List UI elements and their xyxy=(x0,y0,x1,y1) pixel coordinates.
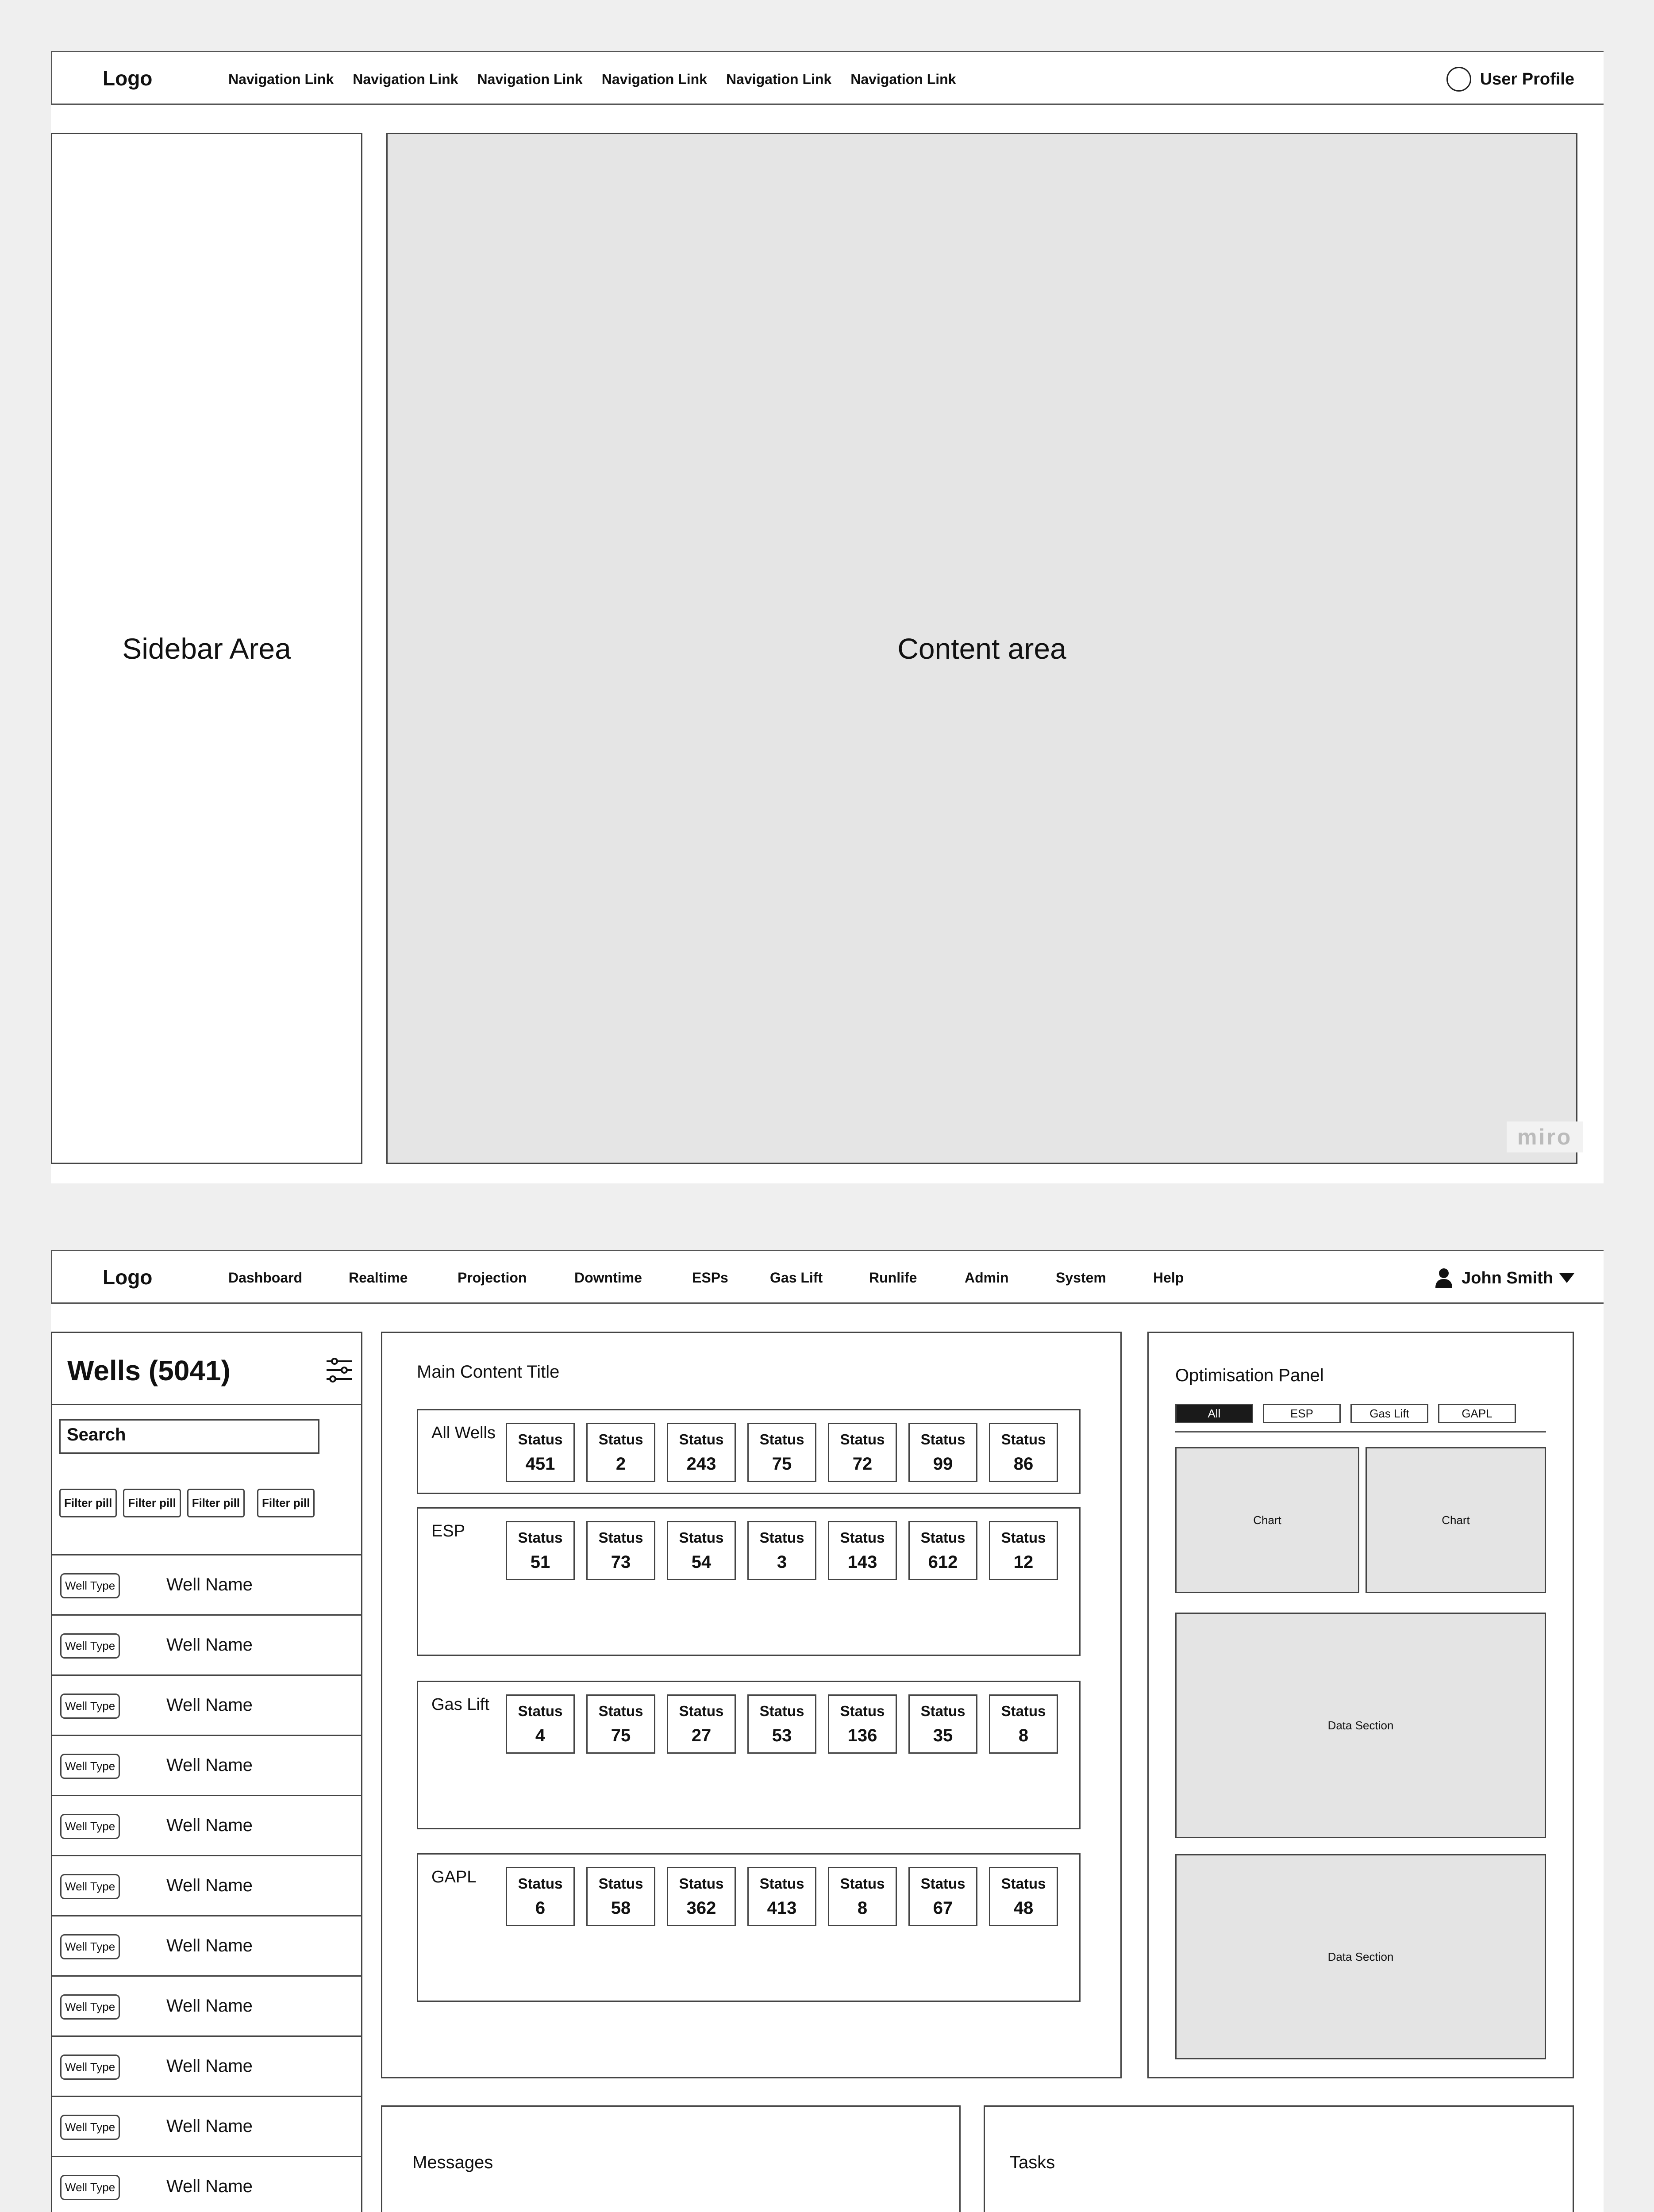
status-value: 6 xyxy=(535,1898,546,1918)
status-label: Status xyxy=(920,1529,965,1546)
caret-down-icon xyxy=(1559,1273,1574,1283)
status-value: 99 xyxy=(933,1454,953,1474)
wells-list xyxy=(52,1554,361,2212)
status-value: 48 xyxy=(1013,1898,1034,1918)
nav-link[interactable]: Navigation Link xyxy=(850,71,956,87)
tasks-title: Tasks xyxy=(1010,2153,1055,2172)
wells-count-title: Wells (5041) xyxy=(67,1355,231,1386)
status-value: 54 xyxy=(691,1552,712,1572)
status-card[interactable] xyxy=(667,1694,736,1754)
list-item[interactable] xyxy=(52,2035,361,2096)
status-label: Status xyxy=(598,1529,643,1546)
status-card[interactable] xyxy=(828,1867,897,1926)
filter-pill[interactable]: Filter pill xyxy=(187,1489,245,1517)
status-value: 8 xyxy=(1018,1726,1029,1745)
chart-placeholder[interactable] xyxy=(1175,1447,1359,1593)
well-type-badge: Well Type xyxy=(60,1874,120,1899)
status-card[interactable] xyxy=(506,1867,575,1926)
list-item[interactable] xyxy=(52,1554,361,1614)
status-value: 12 xyxy=(1013,1552,1034,1572)
nav-links xyxy=(228,52,975,106)
nav-link-gas-lift[interactable]: Gas Lift xyxy=(770,1270,823,1286)
messages-panel xyxy=(381,2105,961,2212)
status-label: Status xyxy=(840,1529,885,1546)
messages-title: Messages xyxy=(412,2153,493,2172)
status-label: Status xyxy=(840,1875,885,1892)
status-value: 8 xyxy=(857,1898,868,1918)
data-section xyxy=(1175,1854,1546,2059)
group-label: All Wells xyxy=(431,1424,496,1442)
status-value: 3 xyxy=(777,1552,787,1572)
status-label: Status xyxy=(759,1529,804,1546)
status-card[interactable] xyxy=(667,1867,736,1926)
status-label: Status xyxy=(1001,1703,1046,1719)
status-label: Status xyxy=(920,1875,965,1892)
status-card[interactable] xyxy=(586,1867,655,1926)
status-label: Status xyxy=(679,1703,724,1719)
status-label: Status xyxy=(840,1703,885,1719)
tab-gapl[interactable]: GAPL xyxy=(1438,1404,1516,1423)
chart-placeholder[interactable] xyxy=(1366,1447,1546,1593)
wells-sidebar xyxy=(51,1332,362,2212)
status-value: 243 xyxy=(686,1454,716,1474)
well-name: Well Name xyxy=(166,1575,253,1594)
status-value: 362 xyxy=(686,1898,716,1918)
list-item[interactable] xyxy=(52,1975,361,2035)
nav-link-help[interactable]: Help xyxy=(1153,1270,1184,1286)
status-value: 72 xyxy=(852,1454,873,1474)
nav-link-runlife[interactable]: Runlife xyxy=(869,1270,917,1286)
tabs-divider xyxy=(1175,1431,1546,1432)
user-profile[interactable] xyxy=(1446,52,1574,106)
user-icon xyxy=(1435,1268,1453,1288)
status-card[interactable] xyxy=(989,1423,1058,1482)
user-menu[interactable] xyxy=(1435,1251,1574,1305)
nav-link-dashboard[interactable]: Dashboard xyxy=(228,1270,303,1286)
status-card[interactable] xyxy=(828,1423,897,1482)
well-name: Well Name xyxy=(166,2056,253,2076)
status-group-gapl xyxy=(417,1853,1081,2002)
status-label: Status xyxy=(1001,1875,1046,1892)
user-name: John Smith xyxy=(1462,1268,1553,1287)
status-group-gas-lift xyxy=(417,1681,1081,1829)
well-type-badge: Well Type xyxy=(60,2055,120,2080)
sidebar-area-label: Sidebar Area xyxy=(122,632,291,665)
status-label: Status xyxy=(1001,1529,1046,1546)
well-type-badge: Well Type xyxy=(60,1994,120,2020)
status-card[interactable] xyxy=(747,1694,816,1754)
list-item[interactable] xyxy=(52,2096,361,2156)
status-value: 86 xyxy=(1013,1454,1034,1474)
status-card[interactable] xyxy=(828,1694,897,1754)
status-value: 58 xyxy=(611,1898,631,1918)
status-group-esp xyxy=(417,1507,1081,1656)
well-type-badge: Well Type xyxy=(60,2115,120,2140)
well-name: Well Name xyxy=(166,1695,253,1715)
status-label: Status xyxy=(920,1703,965,1719)
status-label: Status xyxy=(518,1875,563,1892)
top-navigation-bar xyxy=(51,51,1604,105)
nav-link[interactable]: Navigation Link xyxy=(726,71,832,87)
status-card[interactable] xyxy=(506,1423,575,1482)
well-name: Well Name xyxy=(166,1635,253,1655)
status-label: Status xyxy=(759,1431,804,1448)
tab-esp[interactable]: ESP xyxy=(1263,1404,1341,1423)
status-card[interactable] xyxy=(667,1423,736,1482)
list-item[interactable] xyxy=(52,1915,361,1975)
status-card[interactable] xyxy=(908,1694,977,1754)
status-label: Status xyxy=(759,1875,804,1892)
status-label: Status xyxy=(598,1431,643,1448)
well-type-badge: Well Type xyxy=(60,1694,120,1719)
nav-link-projection[interactable]: Projection xyxy=(458,1270,527,1286)
well-type-badge: Well Type xyxy=(60,1934,120,1959)
wireframe-layout-board xyxy=(51,51,1604,1183)
main-content-panel xyxy=(381,1332,1122,2078)
content-area-label: Content area xyxy=(897,632,1066,665)
well-name: Well Name xyxy=(166,2177,253,2196)
status-label: Status xyxy=(679,1431,724,1448)
filter-pills xyxy=(59,1489,321,1517)
status-card[interactable] xyxy=(989,1694,1058,1754)
status-label: Status xyxy=(840,1431,885,1448)
well-name: Well Name xyxy=(166,1816,253,1835)
status-value: 2 xyxy=(615,1454,626,1474)
nav-link-esps[interactable]: ESPs xyxy=(692,1270,728,1286)
well-name: Well Name xyxy=(166,1996,253,2016)
status-value: 73 xyxy=(611,1552,631,1572)
group-label: Gas Lift xyxy=(431,1695,489,1714)
status-value: 75 xyxy=(772,1454,792,1474)
well-name: Well Name xyxy=(166,1755,253,1775)
status-value: 67 xyxy=(933,1898,953,1918)
list-item[interactable] xyxy=(52,2156,361,2212)
status-label: Status xyxy=(920,1431,965,1448)
nav-link[interactable]: Navigation Link xyxy=(353,71,458,87)
status-card[interactable] xyxy=(747,1423,816,1482)
dashboard-board xyxy=(51,1250,1604,2212)
well-type-badge: Well Type xyxy=(60,1573,120,1598)
optimisation-panel-title: Optimisation Panel xyxy=(1175,1366,1324,1385)
status-card[interactable] xyxy=(908,1867,977,1926)
sidebar-area xyxy=(51,133,362,1164)
status-label: Status xyxy=(598,1875,643,1892)
list-item[interactable] xyxy=(52,1614,361,1674)
status-card[interactable] xyxy=(989,1521,1058,1580)
nav-link-realtime[interactable]: Realtime xyxy=(349,1270,408,1286)
status-card[interactable] xyxy=(586,1694,655,1754)
logo[interactable]: Logo xyxy=(103,67,153,90)
nav-link[interactable]: Navigation Link xyxy=(601,71,707,87)
status-value: 451 xyxy=(525,1454,555,1474)
status-card[interactable] xyxy=(586,1521,655,1580)
status-label: Status xyxy=(518,1529,563,1546)
status-label: Status xyxy=(1001,1431,1046,1448)
tab-all[interactable]: All xyxy=(1175,1404,1253,1423)
status-label: Status xyxy=(518,1431,563,1448)
status-card[interactable] xyxy=(506,1521,575,1580)
status-card[interactable] xyxy=(828,1521,897,1580)
data-section xyxy=(1175,1613,1546,1838)
well-type-badge: Well Type xyxy=(60,1814,120,1839)
list-item[interactable] xyxy=(52,1674,361,1735)
chart-label: Chart xyxy=(1442,1513,1470,1527)
well-name: Well Name xyxy=(166,1876,253,1895)
status-value: 143 xyxy=(847,1552,877,1572)
status-card[interactable] xyxy=(989,1867,1058,1926)
status-card[interactable] xyxy=(586,1423,655,1482)
well-name: Well Name xyxy=(166,1936,253,1955)
optimisation-tabs xyxy=(1175,1404,1526,1423)
data-section-label: Data Section xyxy=(1327,1718,1394,1732)
status-label: Status xyxy=(598,1703,643,1719)
nav-link-admin[interactable]: Admin xyxy=(965,1270,1009,1286)
search-input[interactable]: Search xyxy=(59,1419,319,1454)
status-group-all-wells xyxy=(417,1409,1081,1494)
status-value: 51 xyxy=(530,1552,550,1572)
well-type-badge: Well Type xyxy=(60,1754,120,1779)
status-card[interactable] xyxy=(908,1521,977,1580)
divider xyxy=(52,1404,361,1405)
status-label: Status xyxy=(679,1529,724,1546)
sliders-icon[interactable] xyxy=(326,1358,353,1382)
chart-label: Chart xyxy=(1253,1513,1281,1527)
logo[interactable]: Logo xyxy=(103,1266,153,1289)
list-item[interactable] xyxy=(52,1855,361,1915)
nav-link-downtime[interactable]: Downtime xyxy=(574,1270,642,1286)
filter-pill[interactable]: Filter pill xyxy=(59,1489,117,1517)
status-card[interactable] xyxy=(908,1423,977,1482)
data-section-label: Data Section xyxy=(1327,1950,1394,1963)
nav-link-system[interactable]: System xyxy=(1056,1270,1106,1286)
status-card[interactable] xyxy=(747,1867,816,1926)
filter-pill[interactable]: Filter pill xyxy=(257,1489,315,1517)
status-value: 612 xyxy=(928,1552,958,1572)
well-type-badge: Well Type xyxy=(60,2175,120,2200)
group-label: ESP xyxy=(431,1522,465,1540)
optimisation-panel xyxy=(1147,1332,1574,2078)
status-card[interactable] xyxy=(506,1694,575,1754)
list-item[interactable] xyxy=(52,1735,361,1795)
content-area xyxy=(386,133,1577,1164)
status-card[interactable] xyxy=(747,1521,816,1580)
status-value: 136 xyxy=(847,1726,877,1745)
miro-watermark: miro xyxy=(1507,1121,1583,1152)
tasks-panel xyxy=(984,2105,1574,2212)
main-content-title: Main Content Title xyxy=(417,1362,560,1382)
status-value: 413 xyxy=(767,1898,797,1918)
well-name: Well Name xyxy=(166,2116,253,2136)
status-label: Status xyxy=(679,1875,724,1892)
well-type-badge: Well Type xyxy=(60,1633,120,1659)
group-label: GAPL xyxy=(431,1868,477,1886)
filter-pill[interactable]: Filter pill xyxy=(123,1489,181,1517)
status-card[interactable] xyxy=(667,1521,736,1580)
nav-link[interactable]: Navigation Link xyxy=(477,71,583,87)
status-label: Status xyxy=(518,1703,563,1719)
status-value: 27 xyxy=(691,1726,712,1745)
status-value: 4 xyxy=(535,1726,546,1745)
status-value: 35 xyxy=(933,1726,953,1745)
list-item[interactable] xyxy=(52,1795,361,1855)
status-value: 75 xyxy=(611,1726,631,1745)
avatar-circle-icon xyxy=(1446,67,1471,92)
status-label: Status xyxy=(759,1703,804,1719)
nav-link[interactable]: Navigation Link xyxy=(228,71,334,87)
top-navigation-bar xyxy=(51,1250,1604,1304)
tab-gas-lift[interactable]: Gas Lift xyxy=(1350,1404,1428,1423)
user-profile-label: User Profile xyxy=(1480,69,1574,88)
status-value: 53 xyxy=(772,1726,792,1745)
